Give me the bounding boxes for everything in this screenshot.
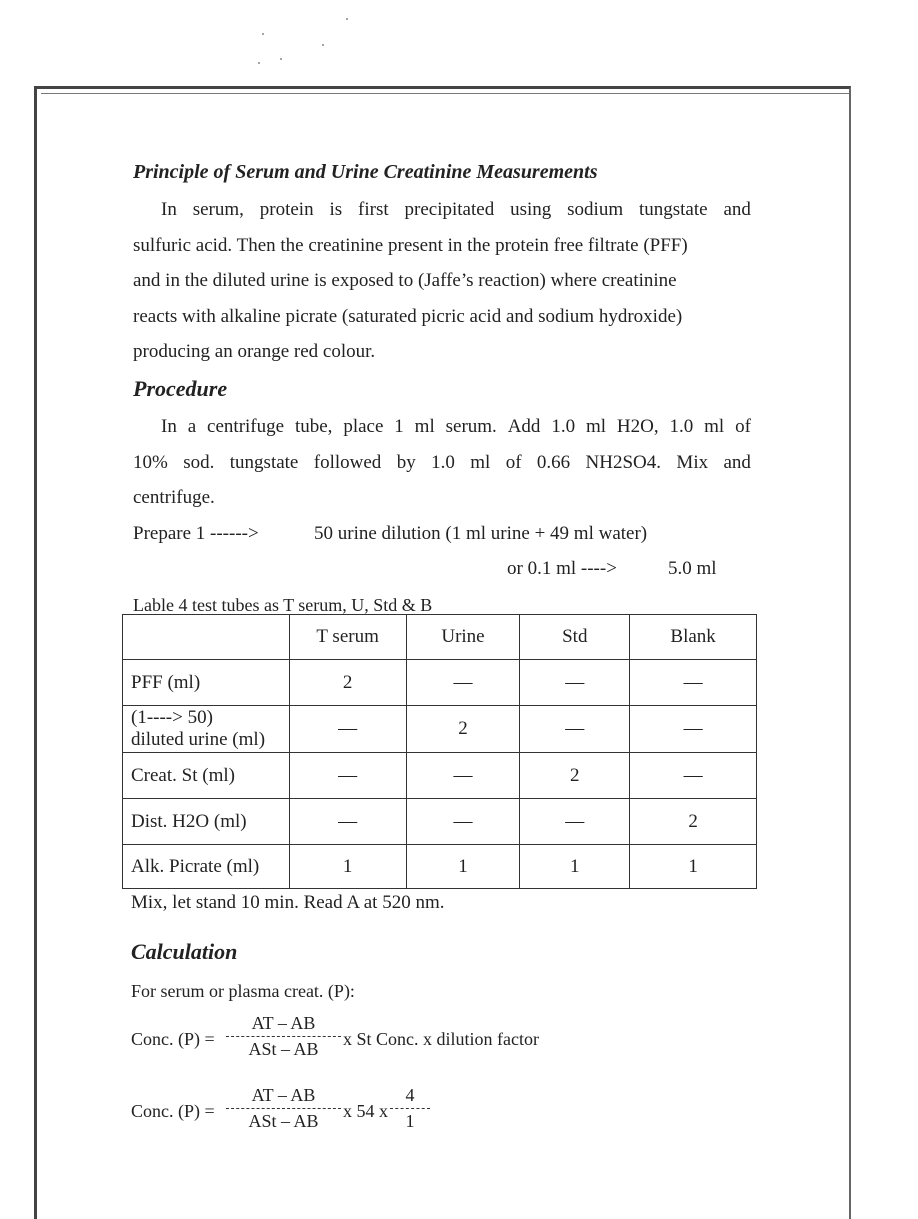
principle-line-3: and in the diluted urine is exposed to (Jaffe’s reaction) where creatinine xyxy=(133,270,677,291)
row-label: Alk. Picrate (ml) xyxy=(123,845,290,889)
tube-label-instruction: Lable 4 test tubes as T serum, U, Std & B xyxy=(133,595,433,615)
table-row xyxy=(123,660,757,706)
header-cell-empty xyxy=(123,615,290,660)
table-cell: 1 xyxy=(289,845,406,889)
table-cell: — xyxy=(289,799,406,845)
table-cell: 1 xyxy=(520,845,630,889)
table-row xyxy=(123,799,757,845)
alt-dilution-right: 5.0 ml xyxy=(668,558,717,579)
table-cell: — xyxy=(520,706,630,753)
table-cell: — xyxy=(520,660,630,706)
scan-speck xyxy=(280,58,282,60)
formula-2-dilution-denominator: 1 xyxy=(405,1111,415,1131)
principle-line-1: In serum, protein is first precipitated using sodium tungstate and xyxy=(161,199,751,220)
table-row xyxy=(123,706,757,753)
table-cell: — xyxy=(630,660,757,706)
table-note: Mix, let stand 10 min. Read A at 520 nm. xyxy=(131,892,445,913)
header-urine: Urine xyxy=(406,615,520,660)
table-cell: — xyxy=(520,799,630,845)
principle-paragraph xyxy=(133,192,751,370)
formula-2-dilution-numerator: 4 xyxy=(405,1085,415,1105)
table-cell: — xyxy=(406,799,520,845)
fraction-bar xyxy=(390,1108,430,1109)
formula-1-fraction xyxy=(226,1013,341,1060)
formula-2-fraction xyxy=(226,1085,341,1132)
header-std: Std xyxy=(520,615,630,660)
principle-line-4: reacts with alkaline picrate (saturated picric acid and sodium hydroxide) xyxy=(133,305,683,327)
procedure-paragraph xyxy=(133,409,751,516)
table-cell: 1 xyxy=(630,845,757,889)
formula-2-mid: x 54 x xyxy=(343,1101,388,1121)
formula-1-denominator: ASt – AB xyxy=(248,1039,319,1059)
scan-speck xyxy=(346,18,348,20)
formula-1-lhs: Conc. (P) = xyxy=(131,1029,215,1049)
table-cell: — xyxy=(630,753,757,799)
table-row xyxy=(123,753,757,799)
row-label: Creat. St (ml) xyxy=(123,753,290,799)
fraction-bar xyxy=(226,1108,341,1109)
row-label: PFF (ml) xyxy=(123,660,290,706)
principle-line-5: producing an orange red colour. xyxy=(133,341,376,362)
header-t-serum: T serum xyxy=(289,615,406,660)
alt-dilution-left: or 0.1 ml ----> xyxy=(507,558,617,579)
formula-2-lhs: Conc. (P) = xyxy=(131,1101,215,1121)
formula-1-rhs: x St Conc. x dilution factor xyxy=(343,1029,539,1049)
formula-2-numerator: AT – AB xyxy=(251,1085,316,1105)
table-row xyxy=(123,845,757,889)
principle-heading: Principle of Serum and Urine Creatinine Measurements xyxy=(133,161,598,183)
table-cell: — xyxy=(406,753,520,799)
formula-2-dilution-fraction xyxy=(390,1085,430,1132)
scan-speck xyxy=(262,33,264,35)
table-header-row xyxy=(123,615,757,660)
table-cell: — xyxy=(630,706,757,753)
row-label-line-2: diluted urine (ml) xyxy=(131,729,266,750)
procedure-line-2: 10% sod. tungstate followed by 1.0 ml of 0.66 NH2SO4. Mix and xyxy=(133,451,751,473)
calculation-heading: Calculation xyxy=(131,939,238,964)
prepare-dilution-left: Prepare 1 ------> xyxy=(133,523,259,544)
row-label-line-1: (1----> 50) xyxy=(131,707,213,728)
reagent-table xyxy=(122,614,757,889)
procedure-line-1: In a centrifuge tube, place 1 ml serum. Add 1.0 ml H2O, 1.0 ml of xyxy=(161,416,751,437)
principle-line-2: sulfuric acid. Then the creatinine present in the protein free filtrate (PFF) xyxy=(133,234,688,256)
table-cell: 2 xyxy=(289,660,406,706)
prepare-dilution-right: 50 urine dilution (1 ml urine + 49 ml water) xyxy=(314,523,648,544)
table-cell: — xyxy=(289,706,406,753)
table-cell: 1 xyxy=(406,845,520,889)
formula-2-denominator: ASt – AB xyxy=(248,1111,319,1131)
table-cell: 2 xyxy=(520,753,630,799)
scan-speck xyxy=(322,44,324,46)
procedure-line-3: centrifuge. xyxy=(133,487,215,508)
row-label xyxy=(123,706,290,753)
scan-speck xyxy=(258,62,260,64)
calculation-intro: For serum or plasma creat. (P): xyxy=(131,981,355,1001)
table-cell: 2 xyxy=(630,799,757,845)
formula-1-numerator: AT – AB xyxy=(251,1013,316,1033)
row-label: Dist. H2O (ml) xyxy=(123,799,290,845)
table-cell: — xyxy=(289,753,406,799)
procedure-heading: Procedure xyxy=(133,376,228,401)
table-cell: — xyxy=(406,660,520,706)
fraction-bar xyxy=(226,1036,341,1037)
header-blank: Blank xyxy=(630,615,757,660)
table-cell: 2 xyxy=(406,706,520,753)
